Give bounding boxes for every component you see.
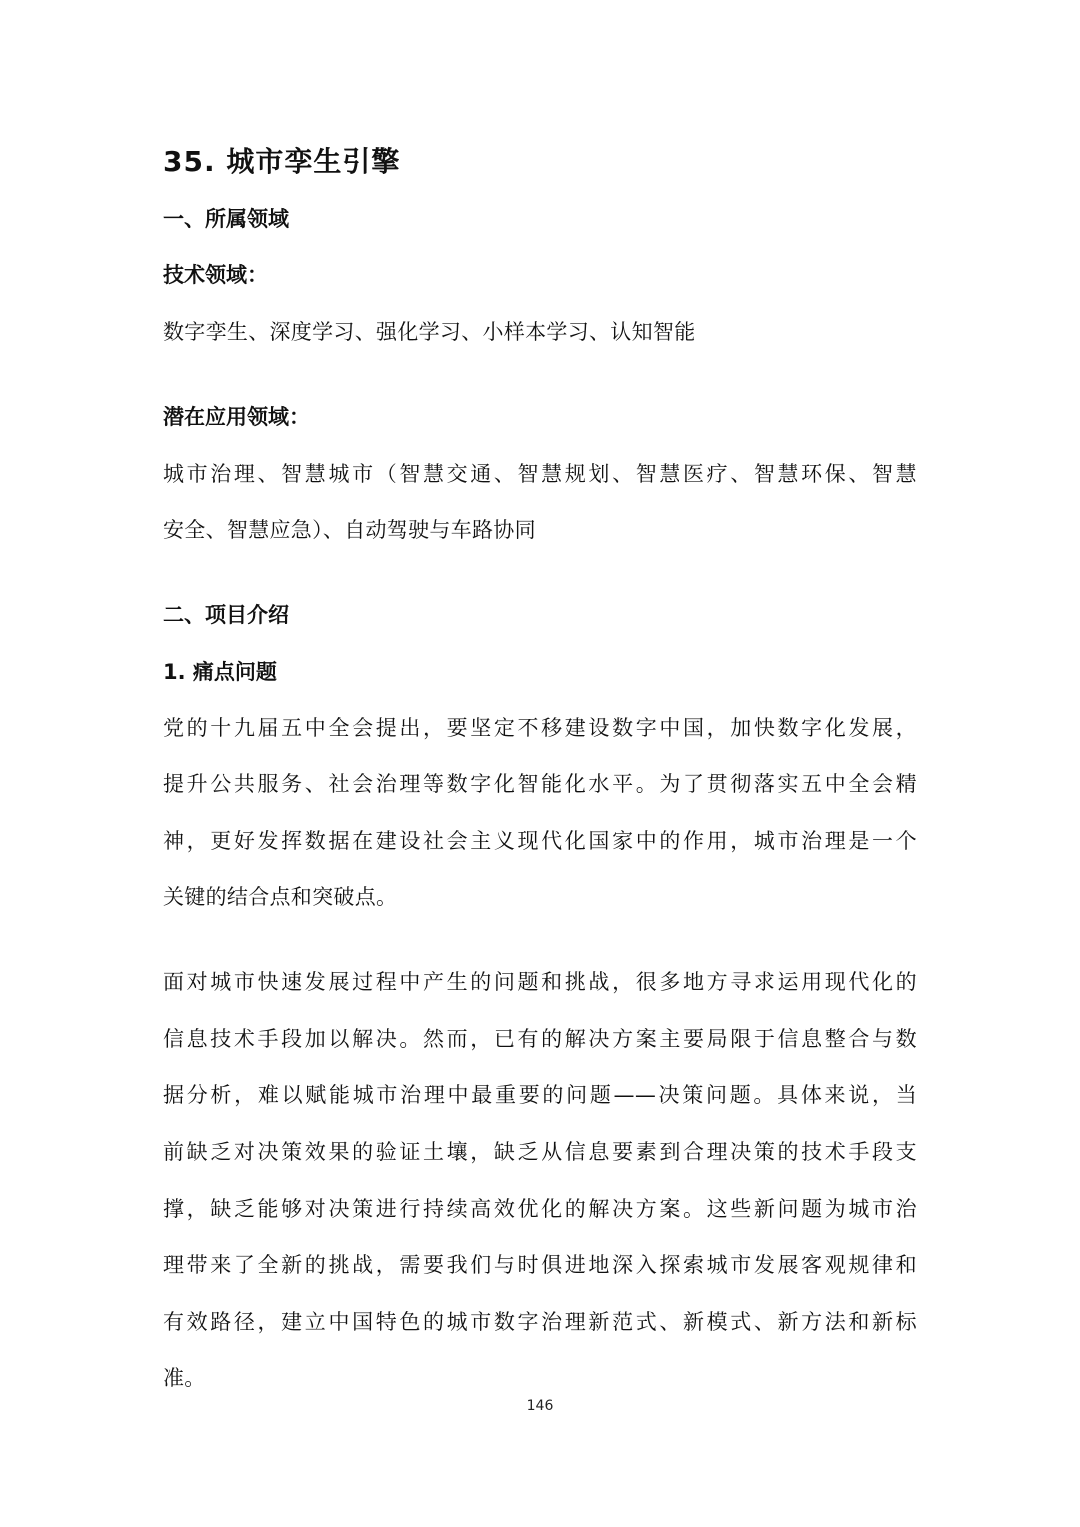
paragraph-line: 理带来了全新的挑战，需要我们与时俱进地深入探索城市发展客观规律和	[163, 1253, 917, 1277]
paragraph-line: 提升公共服务、社会治理等数字化智能化水平。为了贯彻落实五中全会精	[163, 772, 917, 796]
paragraph-line: 前缺乏对决策效果的验证土壤，缺乏从信息要素到合理决策的技术手段支	[163, 1140, 917, 1164]
application-domain-line: 安全、智慧应急）、自动驾驶与车路协同	[163, 518, 536, 542]
page-title: 35. 城市孪生引擎	[163, 145, 401, 178]
page-number: 146	[526, 1398, 554, 1414]
paragraph-line: 撑，缺乏能够对决策进行持续高效优化的解决方案。这些新问题为城市治	[163, 1197, 917, 1221]
section-heading-domain: 一、所属领域	[163, 207, 289, 231]
paragraph-line: 有效路径，建立中国特色的城市数字治理新范式、新模式、新方法和新标	[163, 1310, 917, 1334]
paragraph-line: 神，更好发挥数据在建设社会主义现代化国家中的作用，城市治理是一个	[163, 829, 917, 853]
paragraph-line: 准。	[163, 1366, 206, 1390]
paragraph-line: 党的十九届五中全会提出，要坚定不移建设数字中国，加快数字化发展，	[163, 716, 917, 740]
paragraph-line: 信息技术手段加以解决。然而，已有的解决方案主要局限于信息整合与数	[163, 1027, 917, 1051]
application-domain-label: 潜在应用领域：	[163, 405, 310, 429]
tech-domain-label: 技术领域：	[163, 263, 268, 287]
paragraph-line: 据分析，难以赋能城市治理中最重要的问题——决策问题。具体来说，当	[163, 1083, 917, 1107]
tech-domain-text: 数字孪生、深度学习、强化学习、小样本学习、认知智能	[163, 320, 696, 344]
application-domain-line: 城市治理、智慧城市（智慧交通、智慧规划、智慧医疗、智慧环保、智慧	[163, 462, 917, 486]
paragraph-line: 面对城市快速发展过程中产生的问题和挑战，很多地方寻求运用现代化的	[163, 970, 917, 994]
sub-heading-pain-points: 1. 痛点问题	[163, 660, 277, 684]
section-heading-intro: 二、项目介绍	[163, 603, 289, 627]
paragraph-line: 关键的结合点和突破点。	[163, 885, 398, 909]
